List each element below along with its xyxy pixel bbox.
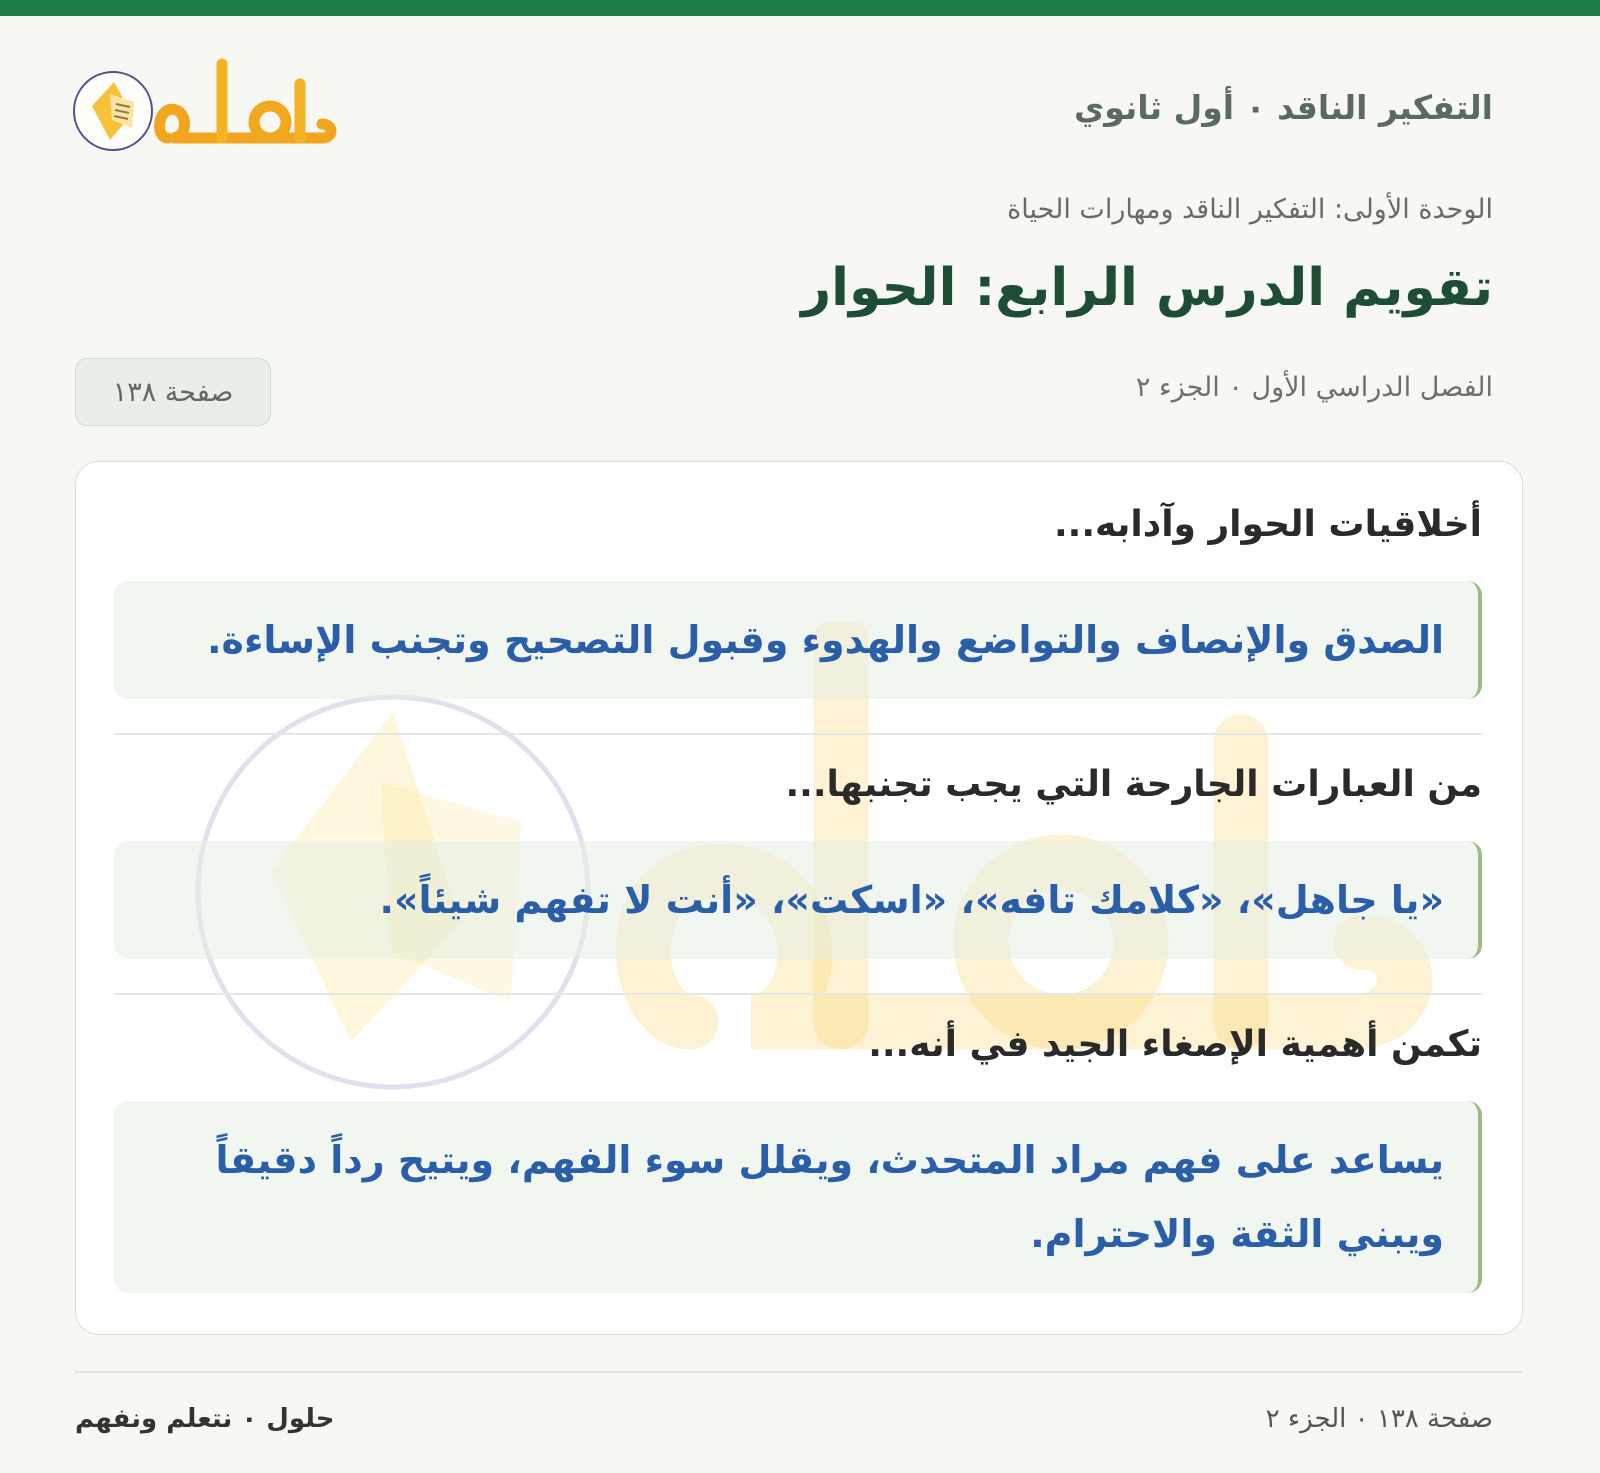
question-label: تكمن أهمية الإصغاء الجيد في أنه... (868, 1024, 1482, 1065)
footer-tagline: حلول ٠ نتعلم ونفهم (75, 1404, 335, 1434)
subject-title: التفكير الناقد ٠ أول ثانوي (1073, 88, 1493, 127)
page-badge: صفحة ١٣٨ (75, 358, 271, 426)
questions-card (75, 461, 1523, 1335)
lesson-title: تقويم الدرس الرابع: الحوار (801, 258, 1493, 318)
footer-divider (75, 1371, 1523, 1373)
answer-box (114, 1101, 1482, 1293)
question-label: أخلاقيات الحوار وآدابه... (1054, 504, 1482, 545)
answer-text: الصدق والإنصاف والتواضع والهدوء وقبول التصحيح وتجنب الإساءة. (207, 618, 1444, 662)
footer-page-info: صفحة ١٣٨ ٠ الجزء ٢ (1265, 1404, 1493, 1434)
section-divider (114, 993, 1482, 995)
section-divider (114, 733, 1482, 735)
answer-text: «يا جاهل»، «كلامك تافه»، «اسكت»، «أنت لا تفهم شيئاً». (379, 878, 1444, 922)
unit-label: الوحدة الأولى: التفكير الناقد ومهارات الحياة (1007, 194, 1493, 225)
question-1 (114, 504, 1482, 699)
answer-text: يساعد على فهم مراد المتحدث، ويقلل سوء الفهم، ويتيح رداً دقيقاً ويبني الثقة والاحترام. (215, 1138, 1444, 1256)
question-3 (114, 1024, 1482, 1293)
hulul-logo (72, 54, 342, 164)
answer-box (114, 581, 1482, 699)
question-label: من العبارات الجارحة التي يجب تجنبها... (785, 764, 1482, 805)
semester-label: الفصل الدراسي الأول ٠ الجزء ٢ (1135, 372, 1493, 403)
answer-box (114, 841, 1482, 959)
top-accent-bar (0, 0, 1600, 16)
question-2 (114, 764, 1482, 959)
